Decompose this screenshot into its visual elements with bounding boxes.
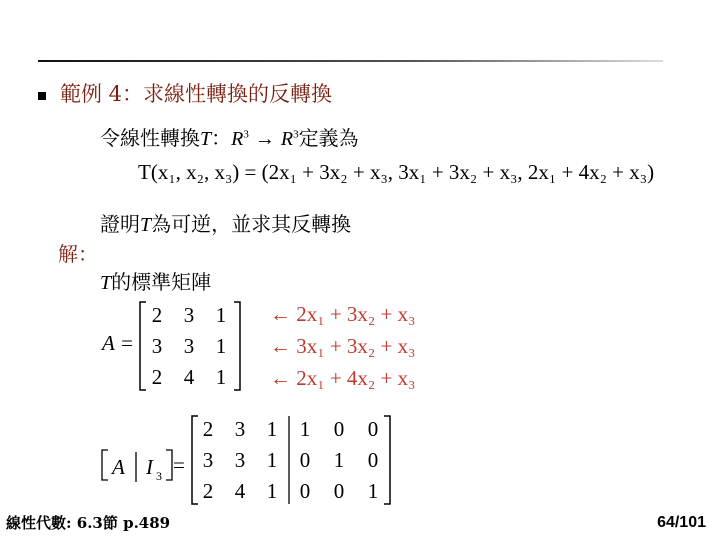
matrix-a-cell: 2	[151, 303, 163, 327]
augmented-cell: 0	[299, 479, 311, 503]
solution-label: 解：	[58, 242, 98, 266]
footer-course: 線性代數: 6.3節 p.489	[6, 514, 171, 532]
row-note: ← 2x₁ + 3x₂ + x₃	[270, 302, 416, 326]
augmented-cell: 1	[266, 479, 278, 503]
aug-label-I: I	[146, 455, 153, 479]
augmented-cell: 1	[333, 448, 345, 472]
prove-line	[100, 208, 351, 237]
matrix-a-cell: 4	[183, 365, 195, 389]
augmented-cell: 3	[234, 417, 246, 441]
intro-colon: ：	[211, 126, 232, 150]
matrix-a	[96, 296, 256, 396]
definition-intro	[100, 122, 359, 151]
matrix-a-cell: 3	[183, 303, 195, 327]
augmented-cell: 2	[202, 417, 214, 441]
row-note: ← 2x₁ + 4x₂ + x₃	[270, 366, 416, 390]
aug-left-bracket	[192, 416, 198, 504]
augmented-cell: 0	[367, 448, 379, 472]
aug-label-A: A	[112, 455, 125, 479]
augmented-cell: 1	[266, 448, 278, 472]
intro-sup2: 3	[293, 128, 299, 141]
aug-right-bracket	[384, 416, 390, 504]
matrix-a-cell: 1	[215, 365, 227, 389]
aug-equals: =	[173, 453, 185, 477]
augmented-cell: 0	[333, 479, 345, 503]
matrix-a-cells	[152, 303, 227, 389]
augmented-cell: 0	[367, 417, 379, 441]
prove-suffix: 為可逆，並求其反轉換	[151, 212, 352, 236]
matrix-a-cell: 1	[215, 303, 227, 327]
prove-T: T	[140, 214, 152, 236]
page-number: 64/101	[657, 514, 706, 531]
augmented-cell: 3	[234, 448, 246, 472]
augmented-matrix	[96, 410, 406, 510]
row-notes	[270, 298, 415, 394]
title-rule	[38, 60, 663, 62]
std-suffix: 的標準矩陣	[111, 270, 212, 294]
slide-title: 範例 4：求線性轉換的反轉換	[60, 82, 333, 106]
matrix-a-cell: 2	[151, 365, 163, 389]
intro-sup: 3	[243, 128, 249, 141]
std-T: T	[100, 272, 112, 294]
matrix-a-right-bracket	[234, 302, 240, 390]
augmented-cell: 1	[266, 417, 278, 441]
prove-prefix: 證明	[100, 212, 140, 236]
augmented-cell: 0	[299, 448, 311, 472]
augmented-cell: 2	[202, 479, 214, 503]
intro-R: R	[231, 128, 244, 150]
augmented-cell: 0	[333, 417, 345, 441]
bullet-square	[38, 92, 46, 100]
augmented-cell: 4	[234, 479, 246, 503]
augmented-cell: 3	[202, 448, 214, 472]
augmented-cell: 1	[367, 479, 379, 503]
intro-arrow: →	[254, 128, 275, 150]
matrix-a-cell: 1	[215, 334, 227, 358]
definition-formula: T(x₁, x₂, x₃) = (2x₁ + 3x₂ + x₃, 3x₁ + 3x₂ + x₃, 2x₁ + 4x₂ + x₃)	[138, 160, 655, 184]
standard-matrix-heading	[100, 266, 211, 295]
augmented-cell: 1	[299, 417, 311, 441]
intro-T: T	[200, 128, 212, 150]
matrix-a-left-bracket	[140, 302, 146, 390]
augmented-cells	[203, 417, 379, 503]
aug-label-sub: 3	[156, 469, 162, 483]
intro-text: 令線性轉換	[100, 126, 200, 150]
matrix-a-cell: 3	[183, 334, 195, 358]
matrix-a-label: A =	[102, 331, 134, 355]
row-note: ← 3x₁ + 3x₂ + x₃	[270, 334, 416, 358]
aug-label-right-bracket	[166, 450, 172, 480]
intro-R2: R	[280, 128, 294, 150]
matrix-a-cell: 3	[151, 334, 163, 358]
intro-suffix: 定義為	[298, 126, 359, 150]
aug-label-left-bracket	[102, 450, 108, 480]
